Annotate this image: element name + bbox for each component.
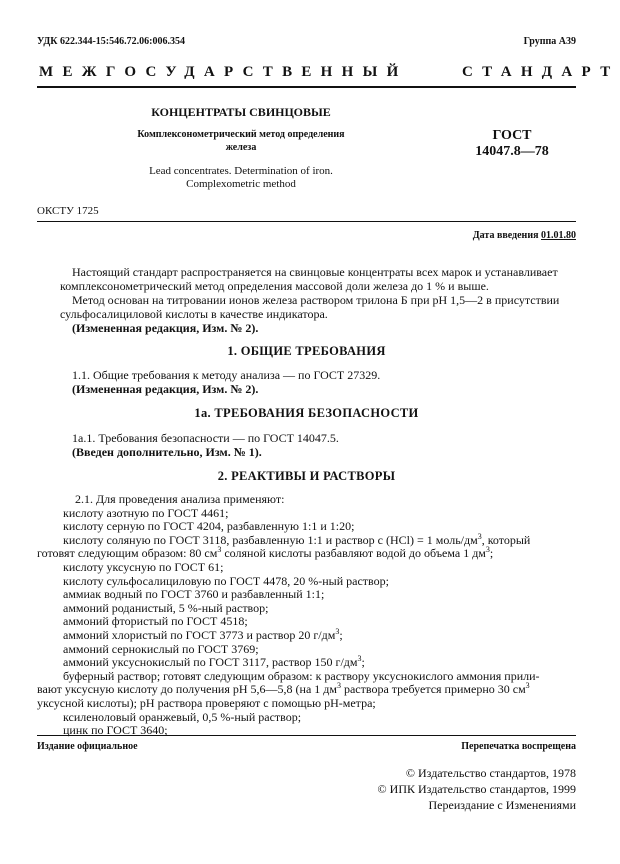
section-2-title: 2. РЕАКТИВЫ И РАСТВОРЫ bbox=[217, 469, 396, 483]
reagent-item: вают уксусную кислоту до получения рН 5,6—5,8 (на 1 $дм^3$ раствора требуется примерно 30 $см^3$ bbox=[37, 681, 530, 697]
interstate-word: МЕЖГОСУДАРСТВЕННЫЙ bbox=[39, 64, 408, 80]
effective-date bbox=[473, 230, 576, 241]
intro-paragraph bbox=[60, 265, 576, 335]
copyright-block bbox=[378, 765, 576, 813]
udk-code: УДК 622.344-15:546.72.06:006.354 bbox=[37, 36, 185, 47]
reagent-item: ксиленоловый оранжевый, 0,5 %-ный раствор; bbox=[63, 709, 302, 724]
subtitle-line: Комплексонометрический метод определения bbox=[137, 129, 345, 140]
subtitle-russian bbox=[96, 128, 386, 154]
section-1a-title: 1а. ТРЕБОВАНИЯ БЕЗОПАСНОСТИ bbox=[194, 406, 419, 420]
subtitle-english bbox=[106, 165, 376, 191]
text-line: Метод основан на титровании ионов железа раствором трилона Б при рН 1,5—2 в присутствии bbox=[72, 293, 560, 307]
text-line: 2.1. Для проведения анализа применяют: bbox=[75, 492, 285, 506]
reagents-list bbox=[37, 492, 577, 738]
subtitle-en-line: Complexometric method bbox=[186, 178, 296, 190]
copyright-line: © ИПК Издательство стандартов, 1999 bbox=[377, 782, 576, 796]
reagent-item: аммоний уксуснокислый по ГОСТ 3117, раствор 150 $г/дм^3$; bbox=[63, 654, 365, 670]
text-line: Настоящий стандарт распространяется на свинцовые концентраты всех марок и устанавливает bbox=[72, 265, 558, 279]
text-line: 1.1. Общие требования к методу анализа — по ГОСТ 27329. bbox=[72, 368, 381, 382]
gost-designation bbox=[462, 128, 562, 160]
reagent-item: кислоту серную по ГОСТ 4204, разбавленную 1:1 и 1:20; bbox=[63, 519, 355, 534]
standard-word: СТАНДАРТ bbox=[462, 64, 620, 80]
reissue-line: Переиздание с Изменениями bbox=[428, 798, 576, 812]
copyright-icon: © bbox=[377, 782, 387, 796]
gost-label: ГОСТ bbox=[492, 128, 532, 143]
group-code: Группа А39 bbox=[523, 36, 576, 47]
date-label: Дата введения bbox=[472, 230, 539, 241]
text-line: комплексонометрический метод определения массовой доли железа до 1 % и выше. bbox=[60, 279, 489, 293]
official-edition: Издание официальное bbox=[37, 741, 138, 752]
reagent-item: кислоту сульфосалициловую по ГОСТ 4478, 20 %-ный раствор; bbox=[63, 573, 389, 588]
amendment-note: (Измененная редакция, Изм. № 2). bbox=[72, 382, 259, 396]
reagent-item: кислоту соляную по ГОСТ 3118, разбавленную 1:1 и раствор с (НСl) = 1 моль/$дм^3$, который bbox=[63, 531, 531, 547]
amendment-note: (Введен дополнительно, Изм. № 1). bbox=[72, 445, 262, 459]
reagent-item: аммоний хлористый по ГОСТ 3773 и раствор 20 $г/дм^3$; bbox=[63, 626, 343, 642]
reagent-item: аммоний роданистый, 5 %-ный раствор; bbox=[63, 600, 269, 615]
section-1-body bbox=[60, 368, 576, 396]
reagent-item: буферный раствор; готовят следующим образом: к раствору уксуснокислого аммония прили- bbox=[63, 668, 540, 683]
footer-rule bbox=[37, 735, 576, 736]
subtitle-line: железа bbox=[225, 142, 257, 153]
subtitle-en-line: Lead concentrates. Determination of iron. bbox=[149, 165, 333, 177]
text-line: 1а.1. Требования безопасности — по ГОСТ 14047.5. bbox=[72, 431, 339, 445]
reagent-item: аммоний фтористый по ГОСТ 4518; bbox=[63, 614, 248, 629]
date-value: 01.01.80 bbox=[541, 230, 576, 241]
section-1a-body bbox=[60, 431, 576, 459]
reprint-notice: Перепечатка воспрещена bbox=[461, 741, 576, 752]
amendment-note: (Измененная редакция, Изм. № 2). bbox=[72, 321, 259, 335]
reagent-item: цинк по ГОСТ 3640; bbox=[63, 723, 168, 738]
gost-number: 14047.8—78 bbox=[475, 144, 549, 159]
page-title: КОНЦЕНТРАТЫ СВИНЦОВЫЕ bbox=[151, 105, 331, 119]
okstu-code: ОКСТУ 1725 bbox=[37, 205, 99, 217]
reagent-item: кислоту азотную по ГОСТ 4461; bbox=[63, 505, 229, 520]
title-rule bbox=[37, 221, 576, 222]
reagent-item: аммоний сернокислый по ГОСТ 3769; bbox=[63, 641, 259, 656]
reagent-item: аммиак водный по ГОСТ 3760 и разбавленный 1:1; bbox=[63, 587, 325, 602]
copyright-icon: © bbox=[405, 766, 415, 780]
text-line: сульфосалициловой кислоты в качестве индикатора. bbox=[60, 307, 328, 321]
header-rule bbox=[37, 86, 576, 88]
reagent-item: уксусной кислоты); рН раствора проверяют с помощью рН-метра; bbox=[37, 695, 376, 710]
section-1-title: 1. ОБЩИЕ ТРЕБОВАНИЯ bbox=[227, 344, 386, 358]
copyright-line: © Издательство стандартов, 1978 bbox=[405, 766, 576, 780]
reagent-item: кислоту уксусную по ГОСТ 61; bbox=[63, 559, 224, 574]
reagent-item: готовят следующим образом: 80 $см^3$ соляной кислоты разбавляют водой до объема 1 $дм^3$; bbox=[37, 545, 494, 561]
